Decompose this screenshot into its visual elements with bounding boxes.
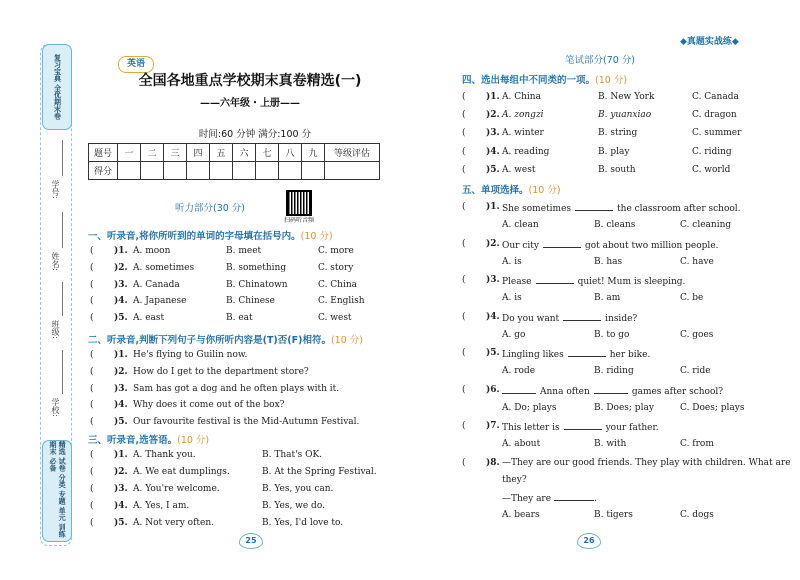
question-stem (502, 458, 791, 468)
stem-text: Anna often (540, 387, 590, 397)
answer-bracket[interactable]: ( (462, 239, 466, 249)
q3-points: (10 分) (177, 435, 210, 446)
answer-bracket[interactable]: ( (462, 421, 466, 431)
option-c: C. dragon (692, 110, 737, 120)
option-a: A. sometimes (133, 263, 195, 273)
answer-bracket[interactable]: ( (90, 384, 94, 394)
option-a: A. about (502, 439, 541, 449)
option-c: C. world (692, 165, 731, 175)
option-b: B. Yes, we do. (262, 501, 325, 511)
score-input-cell[interactable] (325, 162, 380, 180)
school-line[interactable] (62, 350, 63, 394)
statement-text: How do I get to the department store? (133, 367, 309, 377)
answer-bracket[interactable]: ( (462, 92, 466, 102)
answer-bracket[interactable]: ( (462, 312, 466, 322)
sidebar-bottom-text: 精选 试卷 分类 专题 单元 训练 期末 必备 (49, 441, 67, 538)
option-c: C. English (318, 296, 365, 306)
score-table-header-row (89, 144, 380, 162)
sidebar-bottom-box (42, 440, 72, 542)
question-number: )3. (114, 484, 128, 494)
question-number: )2. (114, 263, 128, 273)
option-a: A. China (502, 92, 541, 102)
question-number: )4. (486, 147, 500, 157)
statement-text: Sam has got a dog and he often plays with it. (133, 384, 340, 394)
option-b: B. eat (226, 313, 253, 323)
table-cell: 三 (164, 144, 187, 162)
question-number: )5. (486, 348, 500, 358)
answer-bracket[interactable]: ( (462, 458, 466, 468)
q5-points: (10 分) (528, 185, 561, 196)
name-line[interactable] (62, 212, 63, 248)
q2-title: 二、听录音,判断下列句子与你所听内容是(T)否(F)相符。 (88, 335, 331, 346)
option-a: A. zongzi (502, 110, 544, 120)
answer-blank[interactable] (594, 385, 628, 394)
question-number: )3. (114, 384, 128, 394)
option-a: A. winter (502, 128, 544, 138)
answer-bracket[interactable]: ( (462, 147, 466, 157)
question-number: )2. (486, 239, 500, 249)
stem-text: the classroom after school. (617, 204, 741, 214)
answer-blank[interactable] (554, 492, 594, 501)
option-c: C. summer (692, 128, 742, 138)
question-number: )5. (114, 313, 128, 323)
score-input-cell[interactable] (302, 162, 325, 180)
stem-text: —They are our good friends. They play with children. What are (502, 458, 791, 468)
stem-text: Do you want (502, 314, 560, 324)
question-number: )2. (486, 110, 500, 120)
class-line[interactable] (62, 282, 63, 316)
student-id-label: 学号: (51, 180, 60, 199)
option-a: A. moon (133, 246, 171, 256)
option-b: B. New York (598, 92, 655, 102)
option-b: B. Chinese (226, 296, 275, 306)
score-input-cell[interactable] (210, 162, 233, 180)
table-cell: 九 (302, 144, 325, 162)
stem-text: Our city (502, 241, 539, 251)
sidebar-brand-text: 复习宝典 全优期末卷 (53, 54, 62, 120)
table-cell: 八 (279, 144, 302, 162)
question-stem (502, 492, 597, 504)
option-b: B. Yes, I'd love to. (262, 518, 344, 528)
option-a: A. west (502, 165, 536, 175)
option-b: B. has (594, 257, 623, 267)
score-table (88, 143, 380, 180)
qr-label: 扫码听音频 (283, 217, 314, 224)
question-stem (502, 239, 719, 251)
table-cell: 五 (210, 144, 233, 162)
option-b: B. Does; play (594, 403, 654, 413)
answer-blank[interactable] (563, 312, 601, 321)
option-b: B. At the Spring Festival. (262, 467, 377, 477)
answer-bracket[interactable]: ( (462, 128, 466, 138)
q3-heading (88, 432, 209, 446)
score-input-cell[interactable] (118, 162, 141, 180)
option-b: B. play (598, 147, 630, 157)
option-c: C. have (680, 257, 714, 267)
q5-heading (462, 182, 561, 196)
answer-bracket[interactable]: ( (462, 165, 466, 175)
student-id-line[interactable] (62, 140, 63, 176)
option-c: C. Does; plays (680, 403, 745, 413)
answer-bracket[interactable]: ( (90, 280, 94, 290)
answer-bracket[interactable]: ( (90, 263, 94, 273)
answer-bracket[interactable]: ( (90, 467, 94, 477)
question-number: )6. (486, 385, 500, 395)
sidebar-brand-box (42, 44, 72, 130)
option-b: B. riding (594, 366, 634, 376)
statement-text: He's flying to Guilin now. (133, 350, 248, 360)
stem-text: Please (502, 277, 532, 287)
question-number: )4. (486, 312, 500, 322)
question-stem (502, 348, 650, 360)
option-a: A. east (133, 313, 165, 323)
answer-bracket[interactable]: ( (462, 202, 466, 212)
table-cell: 一 (118, 144, 141, 162)
answer-bracket[interactable]: ( (90, 367, 94, 377)
question-number: )2. (114, 467, 128, 477)
table-cell: 得分 (89, 162, 118, 180)
answer-bracket[interactable]: ( (90, 501, 94, 511)
score-input-cell[interactable] (233, 162, 256, 180)
q1-heading (88, 228, 333, 242)
option-b: B. tigers (594, 510, 633, 520)
question-number: )3. (114, 280, 128, 290)
q4-points: (10 分) (595, 75, 628, 86)
option-c: C. story (318, 263, 354, 273)
table-cell: 七 (256, 144, 279, 162)
option-a: A. We eat dumplings. (133, 467, 230, 477)
table-cell: 二 (141, 144, 164, 162)
score-input-cell[interactable] (187, 162, 210, 180)
stem-text: . (594, 494, 597, 504)
question-number: )1. (486, 202, 500, 212)
q2-points: (10 分) (330, 335, 363, 346)
stem-text: quiet! Mum is sleeping. (577, 277, 686, 287)
option-a: A. is (502, 293, 522, 303)
stem-text: —They are (502, 494, 552, 504)
listening-section-head: 听力部分(30 分) (174, 203, 246, 214)
q2-heading (88, 332, 363, 346)
question-number: )8. (486, 458, 500, 468)
option-a: A. is (502, 257, 522, 267)
option-b: B. south (598, 165, 636, 175)
answer-blank[interactable] (543, 239, 581, 248)
option-a: A. reading (502, 147, 550, 157)
answer-bracket[interactable]: ( (90, 313, 94, 323)
option-a: A. rode (502, 366, 536, 376)
answer-bracket[interactable]: ( (90, 518, 94, 528)
option-a: A. Not very often. (133, 518, 214, 528)
question-number: )1. (114, 246, 128, 256)
score-input-cell[interactable] (279, 162, 302, 180)
table-cell: 六 (233, 144, 256, 162)
score-input-cell[interactable] (164, 162, 187, 180)
option-b: B. meet (226, 246, 262, 256)
option-a: A. Yes, I am. (133, 501, 190, 511)
option-b: B. to go (594, 330, 630, 340)
table-cell: 题号 (89, 144, 118, 162)
practice-badge: ◆真题实战练◆ (680, 37, 739, 47)
option-b: B. cleans (594, 220, 636, 230)
qr-code-icon[interactable] (286, 190, 312, 216)
question-number: )5. (114, 518, 128, 528)
stem-text: She sometimes (502, 204, 572, 214)
answer-bracket[interactable]: ( (90, 450, 94, 460)
subject-badge: 英语 (118, 56, 154, 73)
answer-bracket[interactable]: ( (90, 350, 94, 360)
answer-bracket[interactable]: ( (90, 296, 94, 306)
option-a: A. go (502, 330, 526, 340)
time-score-line: 时间:60 分钟 满分:100 分 (198, 129, 312, 140)
answer-blank[interactable] (568, 348, 606, 357)
option-b: B. string (598, 128, 638, 138)
grade-label: ——六年级・上册—— (200, 98, 300, 109)
question-number: )3. (486, 128, 500, 138)
answer-bracket[interactable]: ( (90, 400, 94, 410)
statement-text: Why does it come out of the box? (133, 400, 285, 410)
option-c: C. riding (692, 147, 732, 157)
option-a: A. Thank you. (133, 450, 196, 460)
option-c: C. dogs (680, 510, 714, 520)
question-stem (502, 312, 637, 324)
stem-text: got about two million people. (584, 241, 719, 251)
question-number: )1. (114, 350, 128, 360)
page-number-left: 25 (239, 533, 263, 549)
answer-blank[interactable] (536, 275, 574, 284)
stem-text: your father. (605, 423, 659, 433)
option-b: B. am (594, 293, 621, 303)
option-b: B. Yes, you can. (262, 484, 334, 494)
option-a: A. Do; plays (502, 403, 557, 413)
stem-text: This letter is (502, 423, 560, 433)
question-number: )4. (114, 296, 128, 306)
q4-heading (462, 72, 627, 86)
question-number: )2. (114, 367, 128, 377)
option-b: B. something (226, 263, 287, 273)
question-number: )5. (114, 417, 128, 427)
option-a: A. clean (502, 220, 539, 230)
answer-bracket[interactable]: ( (90, 484, 94, 494)
question-stem (502, 202, 741, 214)
question-stem (502, 275, 685, 287)
option-a: A. Japanese (133, 296, 187, 306)
name-label: 姓名: (51, 252, 60, 271)
answer-bracket[interactable]: ( (90, 246, 94, 256)
option-c: C. be (680, 293, 704, 303)
question-number: )4. (114, 400, 128, 410)
question-number: )4. (114, 501, 128, 511)
answer-bracket[interactable]: ( (462, 110, 466, 120)
statement-text: Our favourite festival is the Mid-Autumn Festival. (133, 417, 360, 427)
score-input-cell[interactable] (141, 162, 164, 180)
question-number: )7. (486, 421, 500, 431)
answer-bracket[interactable]: ( (462, 275, 466, 285)
question-stem (502, 421, 659, 433)
answer-blank[interactable] (564, 421, 602, 430)
table-cell: 等级评估 (325, 144, 380, 162)
option-c: C. west (318, 313, 352, 323)
option-a: A. You're welcome. (133, 484, 220, 494)
table-cell: 四 (187, 144, 210, 162)
class-label: 班级: (51, 320, 60, 339)
option-c: C. more (318, 246, 354, 256)
question-stem (502, 385, 723, 397)
option-a: A. Canada (133, 280, 180, 290)
stem-text: inside? (605, 314, 638, 324)
option-c: C. cleaning (680, 220, 732, 230)
page-title: 全国各地重点学校期末真卷精选(一) (138, 73, 362, 89)
writing-section-head: 笔试部分(70 分) (564, 55, 636, 66)
score-input-cell[interactable] (256, 162, 279, 180)
q4-title: 四、选出每组中不同类的一项。 (462, 75, 596, 86)
option-b: B. yuanxiao (598, 110, 652, 120)
question-number: )1. (486, 92, 500, 102)
question-number: )5. (486, 165, 500, 175)
q5-title: 五、单项选择。 (462, 185, 529, 196)
answer-bracket[interactable]: ( (462, 385, 466, 395)
option-b: B. That's OK. (262, 450, 323, 460)
score-table-score-row (89, 162, 380, 180)
option-b: B. Chinatown (226, 280, 288, 290)
answer-blank[interactable] (502, 385, 536, 394)
option-b: B. with (594, 439, 627, 449)
option-c: C. Canada (692, 92, 739, 102)
q1-points: (10 分) (300, 231, 333, 242)
option-c: C. ride (680, 366, 711, 376)
option-c: C. China (318, 280, 358, 290)
stem-text: they? (502, 475, 527, 485)
stem-text: her bike. (609, 350, 651, 360)
question-number: )3. (486, 275, 500, 285)
stem-text: games after school? (631, 387, 724, 397)
answer-bracket[interactable]: ( (462, 348, 466, 358)
question-number: )1. (114, 450, 128, 460)
option-a: A. bears (502, 510, 540, 520)
page-number-right: 26 (577, 533, 601, 549)
school-label: 学校: (51, 398, 60, 417)
q1-title: 一、听录音,将你所听到的单词的字母填在括号内。 (88, 231, 301, 242)
answer-blank[interactable] (575, 202, 613, 211)
answer-bracket[interactable]: ( (90, 417, 94, 427)
q3-title: 三、听录音,选答语。 (88, 435, 178, 446)
stem-text: Lingling likes (502, 350, 564, 360)
option-c: C. from (680, 439, 714, 449)
option-c: C. goes (680, 330, 714, 340)
